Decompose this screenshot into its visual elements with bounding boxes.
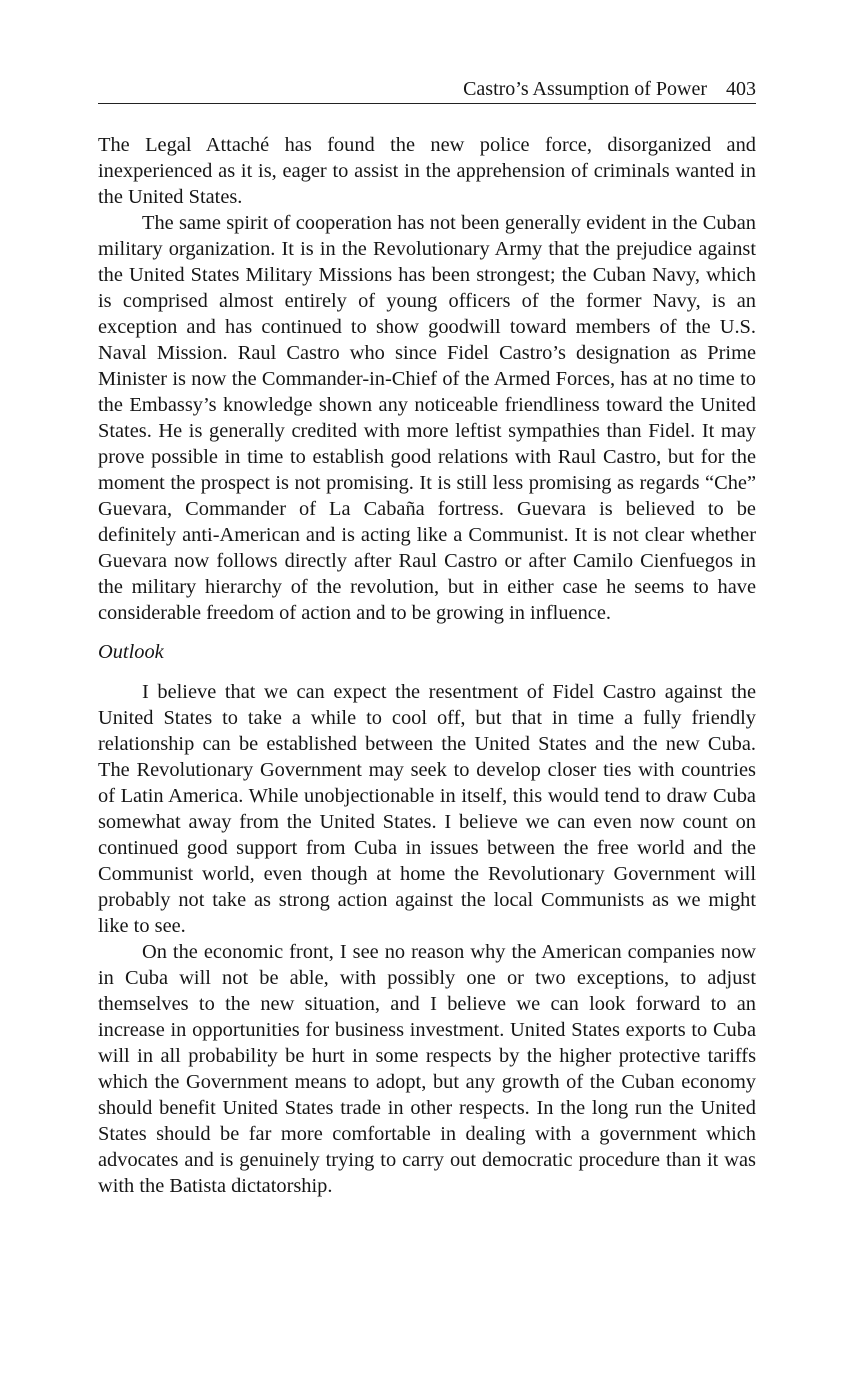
paragraph-military: The same spirit of cooperation has not been generally evident in the Cuban military organization. It is in the Revolutionary Army that the prejudice against the United States Military Missions has been strongest; the Cuban Navy, which is comprised almost entirely of young officers of the former Navy, is an exception and has continued to show goodwill toward members of the U.S. Naval Mission. Raul Castro who since Fidel Castro’s designation as Prime Minister is now the Commander-in-Chief of the Armed Forces, has at no time to the Embassy’s knowledge shown any noticeable friendliness toward the United States. He is generally credited with more leftist sympathies than Fidel. It may prove possible in time to establish good relations with Raul Castro, but for the moment the prospect is not promising. It is still less promising as regards “Che” Guevara, Commander of La Cabaña fortress. Guevara is believed to be definitely anti-American and is acting like a Communist. It is not clear whether Guevara now follows directly after Raul Castro or after Camilo Cienfuegos in the military hierarchy of the revolution, but in either case he seems to have considerable freedom of action and to be growing in influence. <box>98 212 756 624</box>
document-page <box>98 76 756 1199</box>
running-header <box>98 76 756 104</box>
paragraph-legal-attache: The Legal Attaché has found the new police force, disorganized and inexperienced as it is, eager to assist in the apprehension of criminals wanted in the United States. <box>98 134 756 208</box>
paragraph-outlook: I believe that we can expect the resentment of Fidel Castro against the United States to take a while to cool off, but that in time a fully friendly relationship can be established between the United States and the new Cuba. The Revolutionary Government may seek to develop closer ties with countries of Latin America. While unobjectionable in itself, this would tend to draw Cuba somewhat away from the United States. I believe we can even now count on continued good support from Cuba in issues between the free world and the Communist world, even though at home the Revolutionary Government will probably not take as strong action against the local Communists as we might like to see. <box>98 681 756 937</box>
paragraph-economic: On the economic front, I see no reason why the American companies now in Cuba will not be able, with possibly one or two exceptions, to adjust themselves to the new situation, and I believe we can look forward to an increase in opportunities for business investment. United States exports to Cuba will in all probability be hurt in some respects by the higher protective tariffs which the Government means to adopt, but any growth of the Cuban economy should benefit United States trade in other respects. In the long run the United States should be far more comfortable in dealing with a government which advocates and is genuinely trying to carry out democratic procedure than it was with the Batista dictatorship. <box>98 941 756 1197</box>
section-heading-outlook: Outlook <box>98 641 164 663</box>
body-text <box>98 132 756 1199</box>
running-title: Castro’s Assumption of Power <box>463 78 707 100</box>
page-number: 403 <box>726 78 756 100</box>
